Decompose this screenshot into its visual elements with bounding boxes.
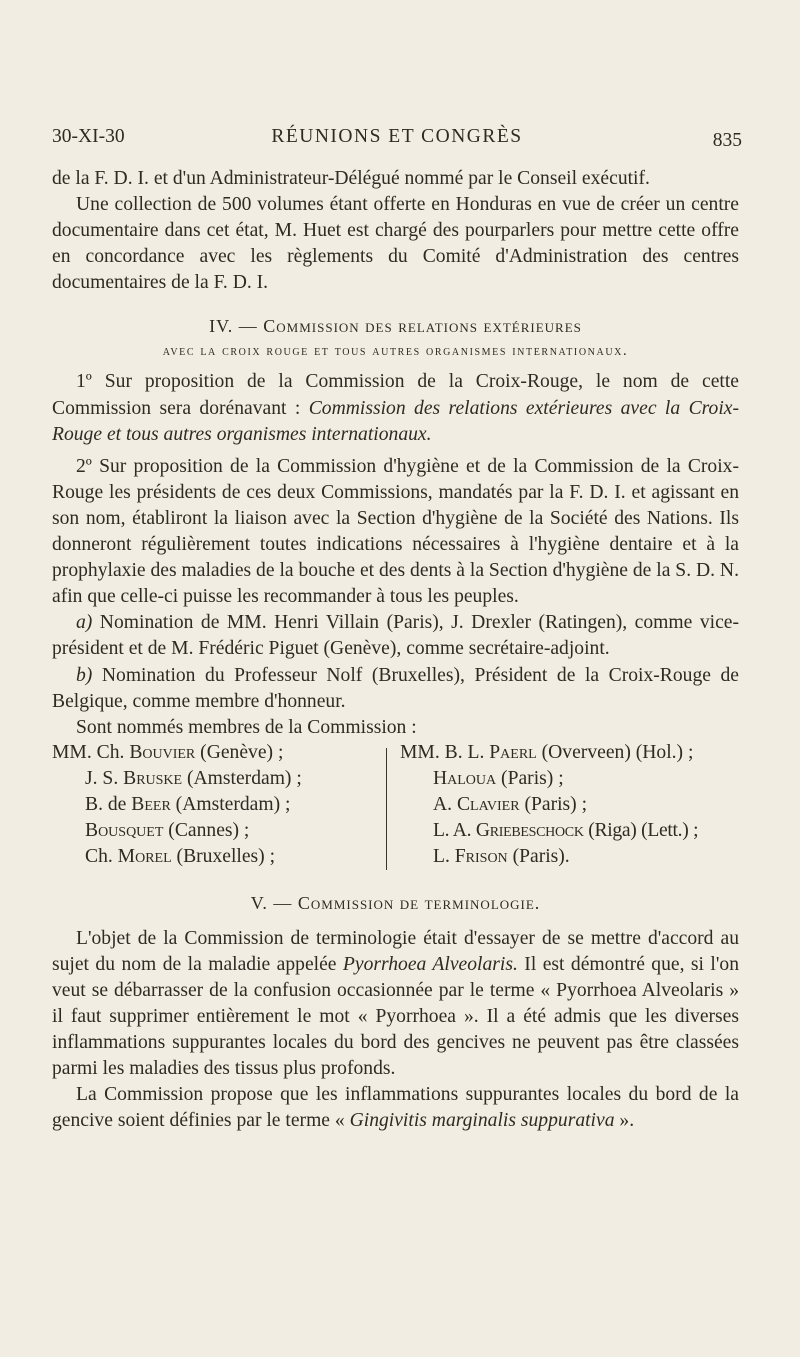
header-title: RÉUNIONS ET CONGRÈS: [271, 126, 523, 147]
item-label: a): [76, 612, 93, 634]
paragraph: [52, 663, 739, 715]
member-place: (Riga) (Lett.) ;: [583, 819, 699, 841]
member-prefix: MM. B. L.: [400, 741, 490, 763]
member-name: Griebeschock: [475, 819, 584, 841]
member-entry: [400, 740, 740, 766]
section-heading: V. — Commission de terminologie.: [250, 892, 541, 913]
member-name: Clavier: [456, 793, 520, 815]
member-place: (Cannes) ;: [163, 819, 250, 841]
member-entry: [52, 792, 382, 818]
members-column-left: [52, 740, 382, 870]
paragraph-text: La Commission propose que les inflammations suppurantes locales du bord de la gencive soient définies par le terme «: [52, 1084, 739, 1132]
member-place: (Paris) ;: [519, 793, 588, 815]
member-name: Bouvier: [129, 741, 196, 763]
member-prefix: A.: [433, 793, 457, 815]
member-entry: [52, 818, 382, 844]
paragraph: [52, 610, 739, 662]
member-place: (Bruxelles) ;: [171, 845, 276, 867]
member-prefix: B. de: [85, 793, 132, 815]
section-heading: IV. — Commission des relations extérieures: [209, 316, 582, 337]
paragraph: [52, 1082, 739, 1134]
paragraph-text: Nomination de MM. Henri Villain (Paris), J. Drexler (Ratingen), comme vice-président et de M. Frédéric Piguet (Genève), comme secrétaire-adjoint.: [52, 612, 739, 660]
paragraph: Une collection de 500 volumes étant offerte en Honduras en vue de créer un centre documentaire dans cet état, M. Huet est chargé des pourparlers pour mettre cette offre en concordance avec les règlements du Comité d'Administration des centres documentaires de la F. D. I.: [52, 194, 739, 294]
member-entry: [400, 766, 740, 792]
paragraph-text: L'objet de la Commission de terminologie était d'essayer de se mettre d'accord au sujet du nom de la maladie appelée: [52, 927, 739, 975]
member-entry: [52, 844, 382, 870]
member-entry: [400, 792, 740, 818]
italic-text: Commission des relations extérieures avec la Croix-Rouge et tous autres organismes internationaux.: [52, 397, 739, 445]
member-name: Bousquet: [85, 819, 164, 841]
member-place: (Overveen) (Hol.) ;: [536, 741, 694, 763]
member-place: (Paris) ;: [496, 767, 564, 789]
members-intro: Sont nommés membres de la Commission :: [76, 716, 417, 738]
members-list: [52, 740, 739, 872]
page-number: 835: [712, 130, 742, 151]
member-entry: [400, 844, 740, 870]
member-prefix: L.: [433, 845, 455, 867]
running-header: [52, 126, 742, 158]
member-entry: [52, 740, 382, 766]
header-date: 30-XI-30: [52, 126, 125, 147]
member-prefix: L. A.: [433, 819, 476, 841]
section-subheading: avec la croix rouge et tous autres organismes internationaux.: [162, 343, 629, 360]
member-prefix: J. S.: [85, 767, 124, 789]
italic-text: Gingivitis marginalis suppurativa: [349, 1110, 615, 1132]
paragraph: [52, 369, 739, 447]
column-divider: [386, 748, 387, 870]
paragraph: 2º Sur proposition de la Commission d'hygiène et de la Commission de la Croix-Rouge les présidents de ces deux Commissions, mandatés par la F. D. I. et agissant en son nom, établiront la liaison avec la Section d'hygiène de la Société des Nations. Ils donneront régulièrement toutes indications nécessaires à l'hygiène dentaire et à la prophylaxie des maladies de la bouche et des dents à la Section d'hygiène de la S. D. N. afin que celle-ci puisse les recommander à tous les peuples.: [52, 455, 739, 608]
member-place: (Paris).: [507, 845, 570, 867]
paragraph: [52, 926, 739, 1083]
member-prefix: Ch.: [85, 845, 118, 867]
member-place: (Genève) ;: [195, 741, 284, 763]
member-prefix: MM. Ch.: [52, 741, 130, 763]
member-entry: [400, 818, 740, 844]
member-name: Haloua: [433, 767, 497, 789]
members-column-right: [400, 740, 740, 870]
member-place: (Amsterdam) ;: [170, 793, 291, 815]
item-label: b): [76, 664, 93, 686]
paragraph: de la F. D. I. et d'un Administrateur-Délégué nommé par le Conseil exécutif.: [52, 168, 650, 189]
paragraph-text: 1º Sur proposition de la Commission de la Croix-Rouge, le nom de cette Commission sera dorénavant :: [52, 371, 739, 419]
paragraph-text: Nomination du Professeur Nolf (Bruxelles), Président de la Croix-Rouge de Belgique, comme membre d'honneur.: [52, 664, 739, 712]
member-name: Paerl: [489, 741, 537, 763]
member-place: (Amsterdam) ;: [182, 767, 302, 789]
member-entry: [52, 766, 382, 792]
italic-text: Pyorrhoea Alveolaris.: [342, 953, 518, 975]
page-body: [52, 166, 739, 1135]
member-name: Frison: [454, 845, 508, 867]
member-name: Bruske: [123, 767, 183, 789]
member-name: Morel: [117, 845, 172, 867]
paragraph-text: Il est démontré que, si l'on veut se débarrasser de la confusion occasionnée par le terme « Pyorrhoea Alveolaris » il faut supprimer entièrement le mot « Pyorrhoea ». Il a été admis que les diverses inflammations suppurantes locales du bord des gencives ne peuvent pas être classées parmi les maladies des tissus plus profonds.: [52, 953, 739, 1080]
member-name: Beer: [131, 793, 171, 815]
paragraph-text: ».: [614, 1110, 635, 1132]
